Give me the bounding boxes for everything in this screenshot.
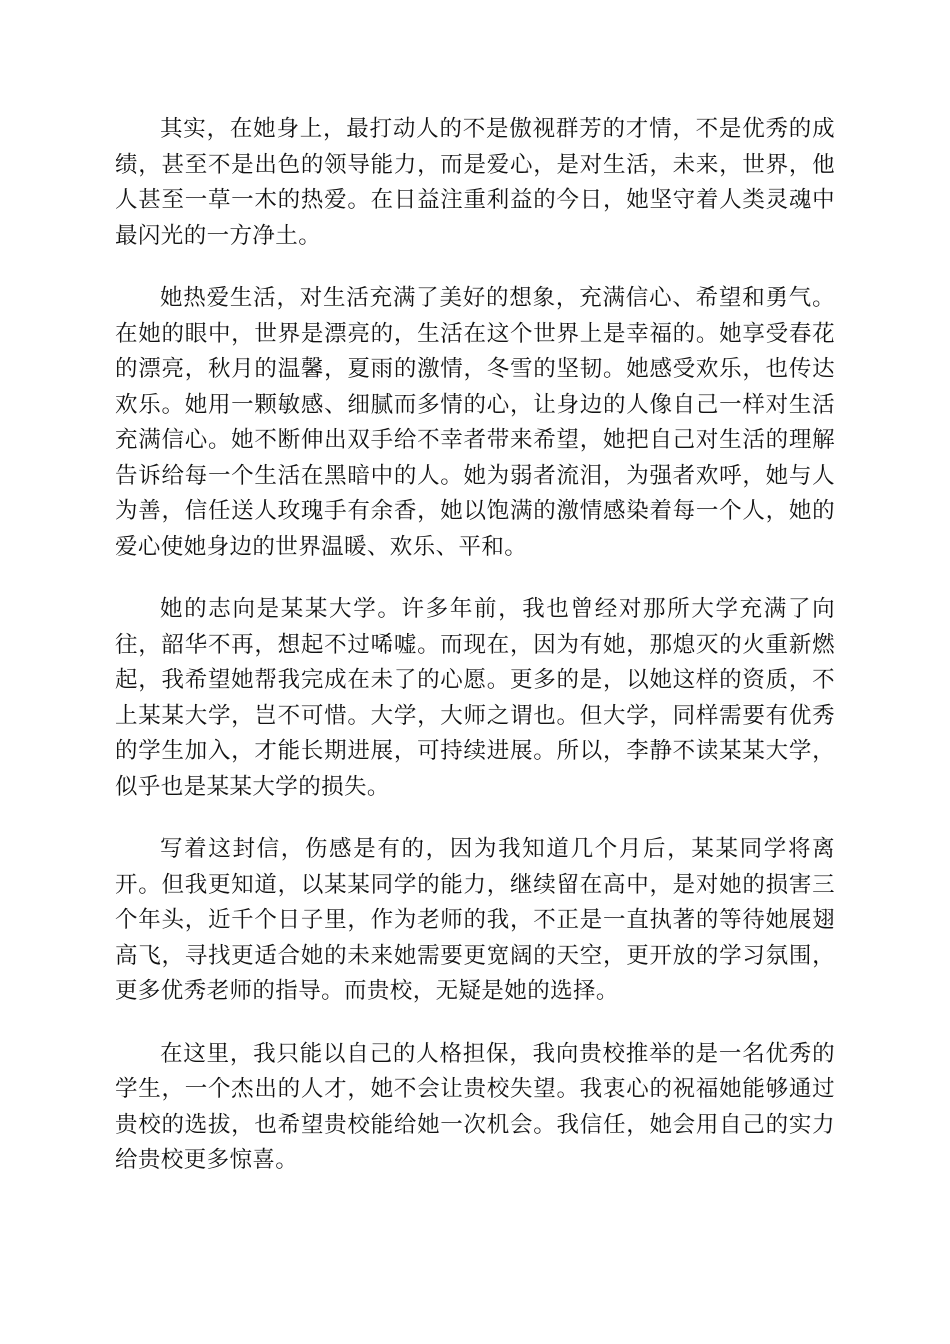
letter-body	[115, 112, 835, 1206]
paragraph-4: 写着这封信，伤感是有的，因为我知道几个月后，某某同学将离开。但我更知道，以某某同学的能力，继续留在高中，是对她的损害三个年头，近千个日子里，作为老师的我，不正是一直执著的等待她展翅高飞，寻找更适合她的未来她需要更宽阔的天空，更开放的学习氛围，更多优秀老师的指导。而贵校，无疑是她的选择。	[115, 836, 835, 1004]
paragraph-1: 其实，在她身上，最打动人的不是傲视群芳的才情，不是优秀的成绩，甚至不是出色的领导能力，而是爱心，是对生活，未来，世界，他人甚至一草一木的热爱。在日益注重利益的今日，她坚守着人类灵魂中最闪光的一方净土。	[115, 116, 835, 249]
paragraph-5: 在这里，我只能以自己的人格担保，我向贵校推举的是一名优秀的学生，一个杰出的人才，她不会让贵校失望。我衷心的祝福她能够通过贵校的选拔，也希望贵校能给她一次机会。我信任，她会用自己的实力给贵校更多惊喜。	[115, 1040, 835, 1173]
paragraph-2: 她热爱生活，对生活充满了美好的想象，充满信心、希望和勇气。在她的眼中，世界是漂亮的，生活在这个世界上是幸福的。她享受春花的漂亮，秋月的温馨，夏雨的激情，冬雪的坚韧。她感受欢乐，也传达欢乐。她用一颗敏感、细腻而多情的心，让身边的人像自己一样对生活充满信心。她不断伸出双手给不幸者带来希望，她把自己对生活的理解告诉给每一个生活在黑暗中的人。她为弱者流泪，为强者欢呼，她与人为善，信任送人玫瑰手有余香，她以饱满的激情感染着每一个人，她的爱心使她身边的世界温暖、欢乐、平和。	[115, 285, 835, 560]
paragraph-3: 她的志向是某某大学。许多年前，我也曾经对那所大学充满了向往，韶华不再，想起不过唏嘘。而现在，因为有她，那熄灭的火重新燃起，我希望她帮我完成在未了的心愿。更多的是，以她这样的资质，不上某某大学，岂不可惜。大学，大师之谓也。但大学，同样需要有优秀的学生加入，才能长期进展，可持续进展。所以，李静不读某某大学，似乎也是某某大学的损失。	[115, 596, 835, 800]
